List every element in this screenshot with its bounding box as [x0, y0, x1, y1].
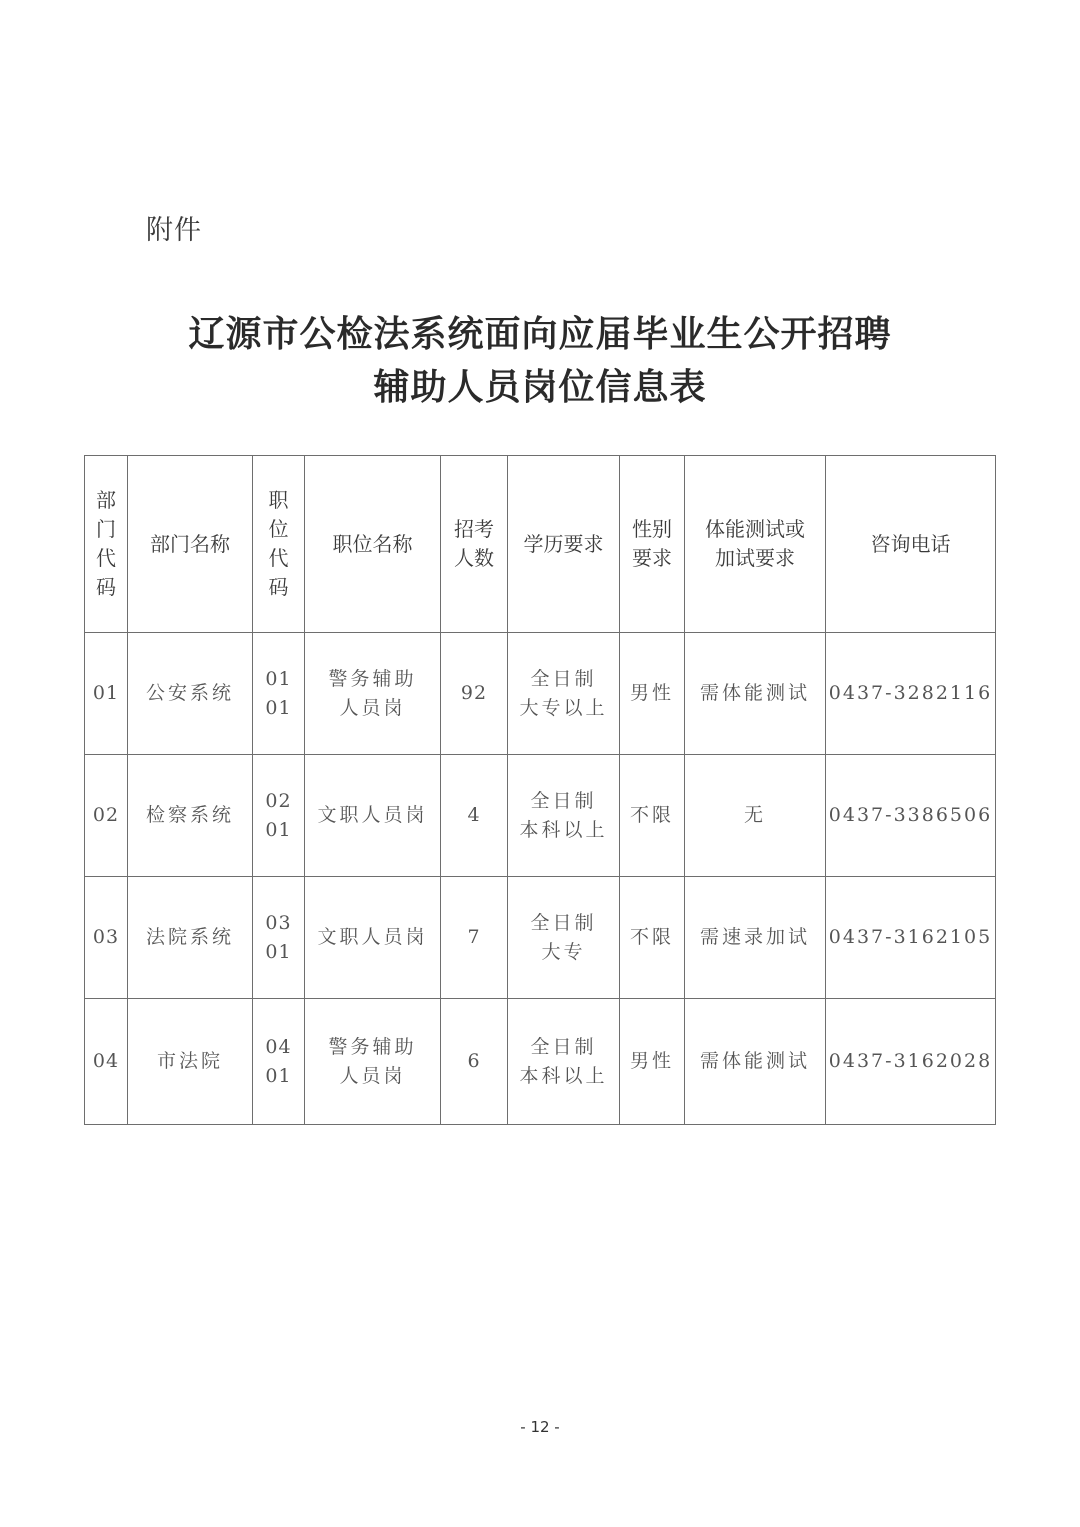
header-position-name: 职位名称 [305, 456, 441, 633]
table-row [85, 999, 996, 1125]
header-position-code: 职 位 代 码 [253, 456, 305, 633]
cell-education: 全日制 大专以上 [508, 633, 620, 755]
table-row [85, 633, 996, 755]
cell-dept-code: 02 [85, 755, 128, 877]
header-gender: 性别 要求 [620, 456, 685, 633]
cell-dept-code: 03 [85, 877, 128, 999]
cell-dept-code: 04 [85, 999, 128, 1125]
cell-position-name: 文职人员岗 [305, 755, 441, 877]
cell-position-name: 文职人员岗 [305, 877, 441, 999]
position-info-table [84, 455, 996, 1125]
cell-gender: 男性 [620, 633, 685, 755]
cell-dept-name: 公安系统 [128, 633, 253, 755]
cell-education: 全日制 本科以上 [508, 755, 620, 877]
cell-position-name: 警务辅助 人员岗 [305, 999, 441, 1125]
cell-education: 全日制 大专 [508, 877, 620, 999]
cell-headcount: 6 [441, 999, 508, 1125]
cell-headcount: 92 [441, 633, 508, 755]
document-title-line-2: 辅助人员岗位信息表 [373, 366, 707, 408]
cell-headcount: 4 [441, 755, 508, 877]
cell-gender: 不限 [620, 877, 685, 999]
cell-dept-code: 01 [85, 633, 128, 755]
table-row [85, 755, 996, 877]
header-test-requirement: 体能测试或 加试要求 [685, 456, 826, 633]
header-headcount: 招考 人数 [441, 456, 508, 633]
table-header-row [85, 456, 996, 633]
cell-phone: 0437-3282116 [826, 633, 996, 755]
cell-position-code: 02 01 [253, 755, 305, 877]
cell-position-name: 警务辅助 人员岗 [305, 633, 441, 755]
cell-dept-name: 市法院 [128, 999, 253, 1125]
cell-test-requirement: 无 [685, 755, 826, 877]
cell-phone: 0437-3162105 [826, 877, 996, 999]
cell-headcount: 7 [441, 877, 508, 999]
document-title-line-1: 辽源市公检法系统面向应届毕业生公开招聘 [188, 313, 892, 355]
page-number: - 12 - [520, 1418, 560, 1436]
cell-dept-name: 检察系统 [128, 755, 253, 877]
cell-position-code: 04 01 [253, 999, 305, 1125]
cell-education: 全日制 本科以上 [508, 999, 620, 1125]
header-phone: 咨询电话 [826, 456, 996, 633]
cell-gender: 不限 [620, 755, 685, 877]
cell-phone: 0437-3386506 [826, 755, 996, 877]
cell-test-requirement: 需体能测试 [685, 633, 826, 755]
cell-test-requirement: 需速录加试 [685, 877, 826, 999]
header-dept-name: 部门名称 [128, 456, 253, 633]
header-education: 学历要求 [508, 456, 620, 633]
cell-position-code: 03 01 [253, 877, 305, 999]
cell-dept-name: 法院系统 [128, 877, 253, 999]
header-dept-code: 部 门 代 码 [85, 456, 128, 633]
cell-gender: 男性 [620, 999, 685, 1125]
cell-test-requirement: 需体能测试 [685, 999, 826, 1125]
cell-position-code: 01 01 [253, 633, 305, 755]
attachment-label: 附件 [146, 215, 202, 246]
cell-phone: 0437-3162028 [826, 999, 996, 1125]
table-row [85, 877, 996, 999]
